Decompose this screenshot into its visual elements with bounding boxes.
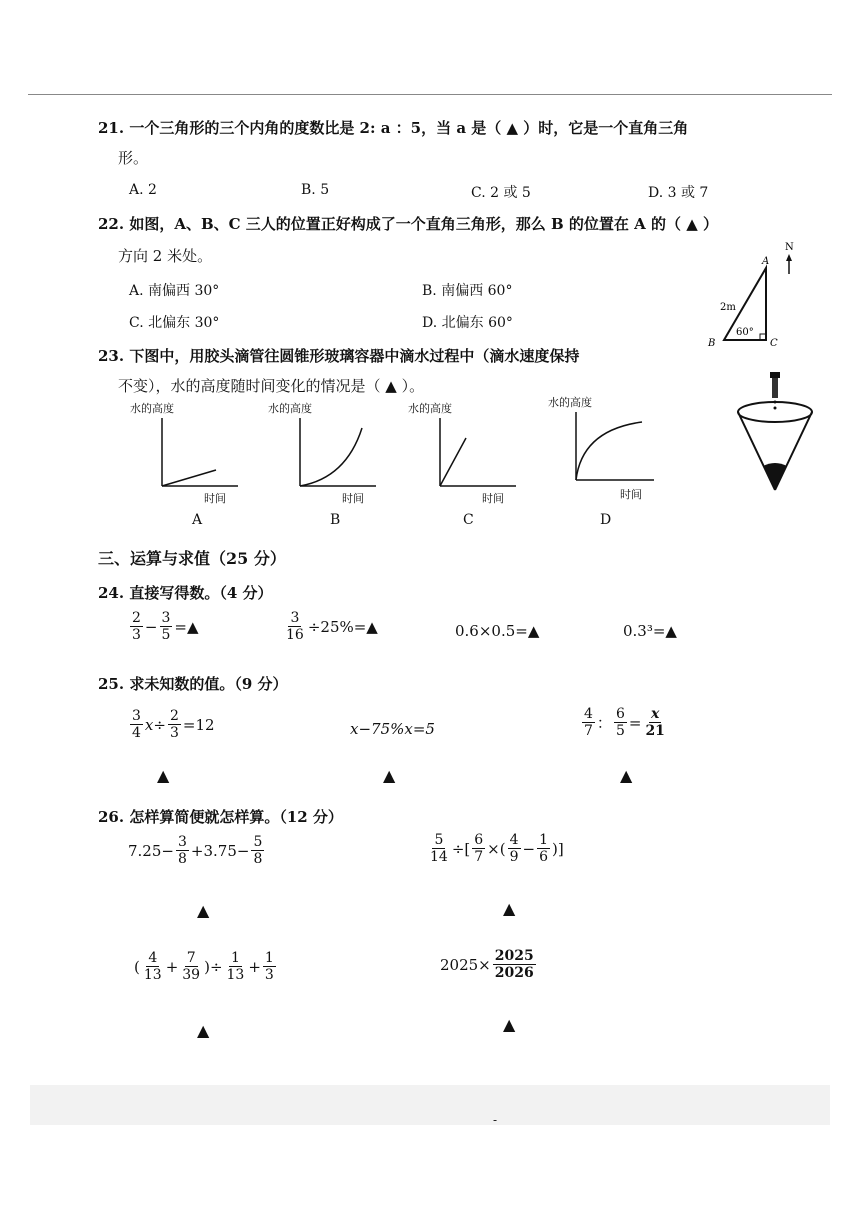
graph-a-option: A	[192, 512, 203, 528]
graph-b-ylabel: 水的高度	[268, 402, 312, 415]
point-c-label: C	[770, 338, 778, 349]
graph-d-xlabel: 时间	[620, 488, 642, 501]
fraction: $\frac{3}{4}$	[132, 708, 141, 741]
q22-option-b: B. 南偏西 60°	[422, 283, 513, 299]
fraction: $\frac{7}{39}$	[182, 950, 201, 983]
graph-a-plot	[158, 418, 238, 490]
q21-option-c: C. 2 或 5	[471, 185, 531, 201]
q25-expr-1: $\frac{3}{4}$ x÷ $\frac{2}{3}$ =12	[132, 708, 215, 741]
fraction: $\frac{4}{7}$	[584, 706, 593, 739]
graph-b-option: B	[330, 512, 341, 528]
q26-expr-3: ( $\frac{4}{13}$ + $\frac{7}{39}$ )÷ $\frac{1}{13}$ + $\frac{1}{3}$	[134, 950, 274, 983]
section-3-heading: 三、运算与求值（25 分）	[98, 549, 286, 568]
q26-expr-2: $\frac{5}{14}$ ÷[ $\frac{6}{7}$ ×( $\frac{4}{9}$ − $\frac{1}{6}$ )]	[430, 832, 564, 865]
q24-expr-1: $\frac{2}{3}$ − $\frac{3}{5}$ =▲	[132, 610, 199, 643]
q26-answer-marker-2: ▲	[503, 899, 516, 918]
graph-c-ylabel: 水的高度	[408, 402, 452, 415]
fraction: $\frac{3}{16}$	[286, 610, 304, 643]
q23-graph-b	[268, 400, 378, 530]
fraction: $\frac{4}{13}$	[143, 950, 162, 983]
page-footer-mark: -	[493, 1113, 498, 1127]
fraction: $\frac{4}{9}$	[509, 832, 519, 865]
header-divider	[28, 94, 832, 95]
q22-option-a: A. 南偏西 30°	[129, 283, 220, 299]
point-a-label: A	[762, 256, 770, 267]
graph-a-ylabel: 水的高度	[130, 402, 174, 415]
graph-d-option: D	[600, 512, 612, 528]
q23-line2: 不变），水的高度随时间变化的情况是（ ▲ ）。	[118, 377, 425, 395]
side-length-label: 2m	[720, 302, 736, 313]
q26-expr-4: 2025× $\frac{2025}{2026}$	[440, 948, 534, 981]
q22-option-d: D. 北偏东 60°	[422, 315, 513, 331]
q21-line1: 21. 一个三角形的三个内角的度数比是 2: a ：5，当 a 是（ ▲ ）时，它是一个直角三角	[98, 119, 689, 137]
fraction: $\frac{5}{8}$	[253, 834, 263, 867]
q25-answer-marker-1: ▲	[157, 766, 170, 785]
graph-b-xlabel: 时间	[342, 492, 364, 505]
fraction: $\frac{6}{5}$	[615, 706, 625, 739]
fraction: $\frac{3}{8}$	[177, 834, 187, 867]
q25-expr-3: $\frac{4}{7}$ ： $\frac{6}{5}$ = $\frac{x}{21}$	[584, 706, 665, 739]
q21-option-a: A. 2	[129, 182, 157, 198]
q22-triangle-figure	[700, 238, 810, 353]
q22-line2: 方向 2 米处。	[118, 247, 213, 265]
graph-a-xlabel: 时间	[204, 492, 226, 505]
q26-title: 26. 怎样算简便就怎样算。（12 分）	[98, 808, 343, 826]
fraction: $\frac{2}{3}$	[169, 708, 179, 741]
fraction: $\frac{2025}{2026}$	[494, 948, 534, 981]
fraction: $\frac{3}{5}$	[161, 610, 171, 643]
graph-c-xlabel: 时间	[482, 492, 504, 505]
q23-line1: 23. 下图中，用胶头滴管往圆锥形玻璃容器中滴水过程中（滴水速度保持	[98, 347, 580, 365]
q25-expr-2: x−75%x=5	[350, 720, 435, 738]
graph-d-ylabel: 水的高度	[548, 396, 592, 409]
q26-answer-marker-1: ▲	[197, 901, 210, 920]
q24-title: 24. 直接写得数。（4 分）	[98, 584, 273, 602]
q21-line2: 形。	[118, 149, 149, 167]
q22-option-c: C. 北偏东 30°	[129, 315, 220, 331]
fraction: $\frac{x}{21}$	[645, 706, 665, 739]
graph-c-option: C	[463, 512, 474, 528]
graph-b-plot	[296, 418, 376, 490]
graph-c-plot	[436, 418, 516, 490]
graph-d-plot	[572, 412, 656, 484]
q25-answer-marker-3: ▲	[620, 766, 633, 785]
point-b-label: B	[708, 338, 716, 349]
fraction: $\frac{6}{7}$	[474, 832, 484, 865]
q25-answer-marker-2: ▲	[383, 766, 396, 785]
fraction: $\frac{5}{14}$	[430, 832, 448, 865]
fraction: $\frac{1}{6}$	[539, 832, 549, 865]
fraction: $\frac{1}{3}$	[264, 950, 274, 983]
q21-option-b: B. 5	[301, 182, 330, 198]
q24-expr-4: 0.3³=▲	[623, 622, 677, 640]
q23-graph-d	[548, 394, 658, 530]
q22-line1: 22. 如图，A、B、C 三人的位置正好构成了一个直角三角形，那么 B 的位置在 A 的（ ▲ ）	[98, 215, 718, 233]
cone-dropper-figure	[730, 370, 820, 495]
q24-expr-2: $\frac{3}{16}$ ÷25%=▲	[286, 610, 378, 643]
q26-answer-marker-3: ▲	[197, 1021, 210, 1040]
q25-title: 25. 求未知数的值。（9 分）	[98, 675, 288, 693]
q23-graph-c	[408, 400, 518, 530]
fraction: $\frac{2}{3}$	[132, 610, 141, 643]
q24-expr-3: 0.6×0.5=▲	[455, 622, 540, 640]
q23-graph-a	[130, 400, 240, 530]
q21-option-d: D. 3 或 7	[648, 185, 709, 201]
page-bottom-shade	[30, 1085, 830, 1125]
fraction: $\frac{1}{13}$	[226, 950, 245, 983]
angle-label: 60°	[736, 327, 754, 338]
q26-expr-1: 7.25− $\frac{3}{8}$ +3.75− $\frac{5}{8}$	[128, 834, 263, 867]
q26-answer-marker-4: ▲	[503, 1015, 516, 1034]
north-label: N	[785, 242, 794, 253]
